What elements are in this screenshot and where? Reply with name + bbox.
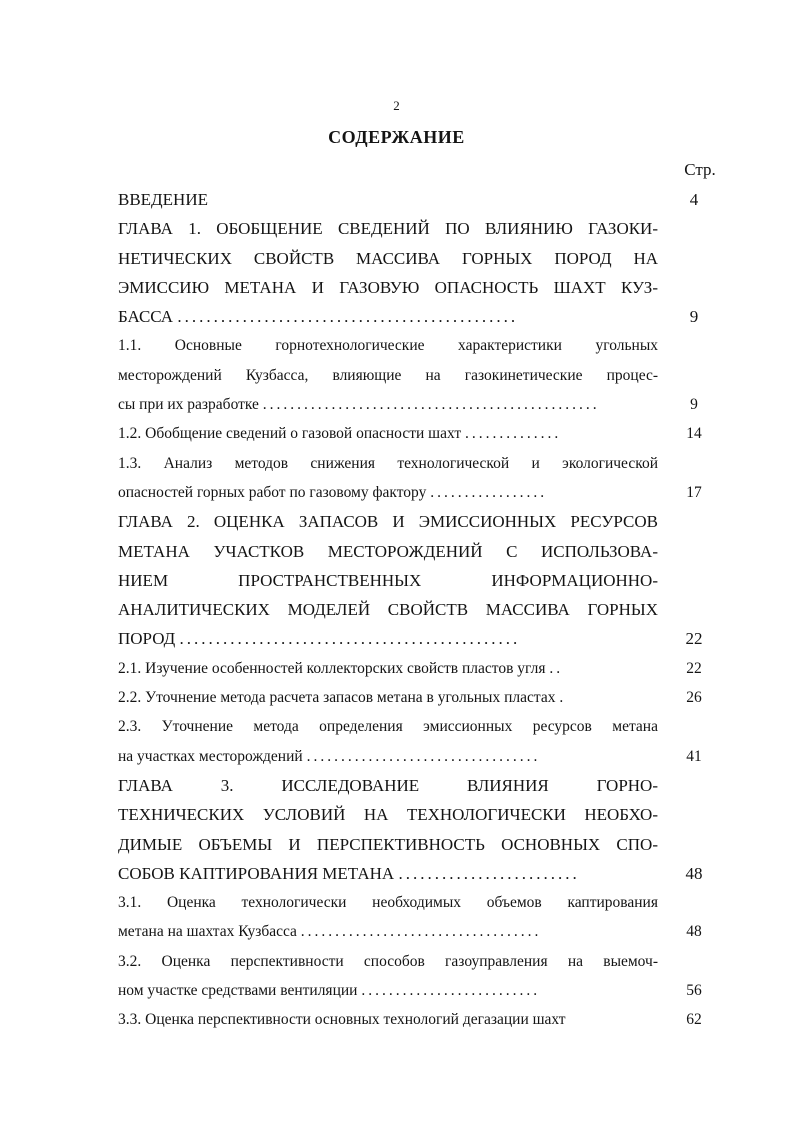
- toc-page-number: 48: [685, 863, 703, 883]
- toc-line: [118, 566, 730, 595]
- toc-entry-title: 2.3. Уточнение метода определения эмиссионных ресурсов метана: [118, 718, 658, 736]
- toc-page-number: 9: [690, 396, 698, 414]
- toc-entry-title: БАССА: [118, 307, 174, 327]
- toc-page-number: 22: [685, 629, 703, 649]
- toc-page-number: 17: [686, 483, 702, 501]
- toc-line-text: [118, 624, 658, 653]
- toc-section-entry: [118, 1005, 730, 1034]
- toc-leader-dots: ..............: [464, 425, 562, 443]
- toc-line-text: [118, 273, 658, 302]
- toc-leader-dots: ...............................................: [177, 307, 519, 327]
- toc-line-text: [118, 742, 658, 771]
- toc-line-text: [118, 390, 658, 419]
- toc-entry-title: сы при их разработке: [118, 396, 259, 414]
- toc-chapter-entry: [118, 185, 730, 214]
- toc-line: [118, 712, 730, 741]
- toc-section-entry: [118, 683, 730, 712]
- toc-section-entry: [118, 419, 730, 448]
- toc-line: [118, 742, 730, 771]
- toc-line: [118, 478, 730, 507]
- toc-entry-title: 1.2. Обобщение сведений о газовой опасности шахт: [118, 425, 462, 443]
- toc-line-text: [118, 947, 658, 976]
- toc-entry-title: АНАЛИТИЧЕСКИХ МОДЕЛЕЙ СВОЙСТВ МАССИВА ГОРНЫХ: [118, 600, 658, 620]
- toc-entry-title: 3.2. Оценка перспективности способов газоуправления на выемоч-: [118, 952, 658, 970]
- toc-entry-title: 1.3. Анализ методов снижения технологической и экологической: [118, 454, 658, 472]
- toc-line: [118, 361, 730, 390]
- toc-entry-title: ГЛАВА 1. ОБОБЩЕНИЕ СВЕДЕНИЙ ПО ВЛИЯНИЮ ГАЗОКИ-: [118, 219, 658, 239]
- toc-page-number: 4: [689, 190, 699, 209]
- toc-chapter-entry: [118, 507, 730, 653]
- toc-line-text: [118, 361, 658, 390]
- toc-entry-title: 2.2. Уточнение метода расчета запасов метана в угольных пластах: [118, 689, 556, 707]
- toc-line-text: [118, 683, 658, 712]
- page-number: 2: [393, 98, 400, 113]
- toc-line: [118, 1005, 730, 1034]
- toc-line: [118, 771, 730, 800]
- toc-section-entry: [118, 449, 730, 508]
- toc-section-entry: [118, 947, 730, 1006]
- toc-page-number: 26: [686, 689, 702, 707]
- toc-line: [118, 654, 730, 683]
- toc-line-text: [118, 302, 658, 331]
- toc-leader-dots: .................: [430, 483, 548, 501]
- toc-page-number: 22: [686, 659, 702, 677]
- toc-line: [118, 917, 730, 946]
- toc-line-text: [118, 771, 658, 800]
- toc-line-text: [118, 419, 658, 448]
- toc-chapter-entry: [118, 214, 730, 331]
- toc-line: [118, 683, 730, 712]
- toc-entry-title: 2.1. Изучение особенностей коллекторских свойств пластов угля: [118, 659, 546, 677]
- toc-line: [118, 507, 730, 536]
- toc-leader-dots: .........................: [398, 863, 580, 883]
- toc-entry-title: МЕТАНА УЧАСТКОВ МЕСТОРОЖДЕНИЙ С ИСПОЛЬЗОВА-: [118, 541, 658, 561]
- toc-line: [118, 214, 730, 243]
- toc-line: [118, 947, 730, 976]
- toc-line: [118, 595, 730, 624]
- toc-line: [118, 273, 730, 302]
- toc-line-text: [118, 1005, 658, 1034]
- toc-line-text: [118, 449, 658, 478]
- toc-line-text: [118, 185, 658, 214]
- toc-line-text: [118, 214, 658, 243]
- page-title: СОДЕРЖАНИЕ: [328, 127, 465, 147]
- toc-line-text: [118, 830, 658, 859]
- toc-line: [118, 830, 730, 859]
- toc-line: [118, 888, 730, 917]
- toc-entry-title: НИЕМ ПРОСТРАНСТВЕННЫХ ИНФОРМАЦИОННО-: [118, 570, 658, 590]
- toc-line: [118, 331, 730, 360]
- toc-page-number: 48: [686, 923, 702, 941]
- toc-line-text: [118, 712, 658, 741]
- page-column-label: Стр.: [684, 160, 716, 179]
- toc-line: [118, 449, 730, 478]
- toc-line: [118, 859, 730, 888]
- toc-line-text: [118, 859, 658, 888]
- toc-line: [118, 390, 730, 419]
- toc-page-number: 41: [686, 747, 702, 765]
- toc-entry-title: ГЛАВА 2. ОЦЕНКА ЗАПАСОВ И ЭМИССИОННЫХ РЕСУРСОВ: [118, 512, 658, 532]
- toc-page-number: 56: [686, 982, 702, 1000]
- toc-line-text: [118, 800, 658, 829]
- toc-entry-title: ДИМЫЕ ОБЪЕМЫ И ПЕРСПЕКТИВНОСТЬ ОСНОВНЫХ СПО-: [118, 834, 658, 854]
- toc-leader-dots: .................................................: [262, 396, 600, 414]
- toc-entry-title: ВВЕДЕНИЕ: [118, 190, 208, 209]
- toc-entry-title: 1.1. Основные горнотехнологические характеристики угольных: [118, 337, 658, 355]
- toc-line-text: [118, 537, 658, 566]
- toc-line: [118, 976, 730, 1005]
- toc-leader-dots: ...................................: [300, 923, 542, 941]
- toc-line-text: [118, 244, 658, 273]
- toc-line-text: [118, 331, 658, 360]
- toc-entry-title: ЭМИССИЮ МЕТАНА И ГАЗОВУЮ ОПАСНОСТЬ ШАХТ КУЗ-: [118, 277, 658, 297]
- toc-line: [118, 537, 730, 566]
- toc-entry-title: метана на шахтах Кузбасса: [118, 923, 297, 941]
- table-of-contents: [118, 185, 730, 1035]
- toc-line-text: [118, 566, 658, 595]
- toc-leader-dots: .: [559, 689, 567, 707]
- toc-line: [118, 419, 730, 448]
- toc-leader-dots: ...............................................: [179, 629, 521, 649]
- toc-entry-title: 3.3. Оценка перспективности основных технологий дегазации шахт: [118, 1011, 566, 1029]
- toc-chapter-entry: [118, 771, 730, 888]
- toc-entry-title: ПОРОД: [118, 629, 176, 649]
- toc-leader-dots: ..........................: [361, 982, 541, 1000]
- toc-page-number: 9: [689, 307, 699, 327]
- toc-entry-title: 3.1. Оценка технологически необходимых объемов каптирования: [118, 894, 658, 912]
- toc-entry-title: ном участке средствами вентиляции: [118, 982, 358, 1000]
- toc-leader-dots: ..................................: [306, 747, 541, 765]
- toc-page-number: 14: [686, 425, 702, 443]
- toc-section-entry: [118, 712, 730, 771]
- toc-line-text: [118, 507, 658, 536]
- toc-line-text: [118, 917, 658, 946]
- toc-section-entry: [118, 888, 730, 947]
- toc-entry-title: месторождений Кузбасса, влияющие на газокинетические процес-: [118, 366, 658, 384]
- toc-line: [118, 302, 730, 331]
- toc-entry-title: ТЕХНИЧЕСКИХ УСЛОВИЙ НА ТЕХНОЛОГИЧЕСКИ НЕОБХО-: [118, 805, 658, 825]
- toc-entry-title: ГЛАВА 3. ИССЛЕДОВАНИЕ ВЛИЯНИЯ ГОРНО-: [118, 775, 658, 795]
- toc-section-entry: [118, 331, 730, 419]
- toc-line-text: [118, 478, 658, 507]
- toc-line: [118, 244, 730, 273]
- toc-line-text: [118, 976, 658, 1005]
- toc-line: [118, 800, 730, 829]
- toc-entry-title: на участках месторождений: [118, 747, 303, 765]
- toc-line: [118, 185, 730, 214]
- toc-entry-title: СОБОВ КАПТИРОВАНИЯ МЕТАНА: [118, 863, 395, 883]
- toc-line-text: [118, 595, 658, 624]
- toc-line-text: [118, 654, 658, 683]
- toc-entry-title: опасностей горных работ по газовому фактору: [118, 483, 427, 501]
- toc-section-entry: [118, 654, 730, 683]
- toc-entry-title: НЕТИЧЕСКИХ СВОЙСТВ МАССИВА ГОРНЫХ ПОРОД НА: [118, 248, 658, 268]
- toc-line-text: [118, 888, 658, 917]
- toc-leader-dots: ..: [549, 659, 564, 677]
- toc-line: [118, 624, 730, 653]
- toc-page-number: 62: [686, 1011, 702, 1029]
